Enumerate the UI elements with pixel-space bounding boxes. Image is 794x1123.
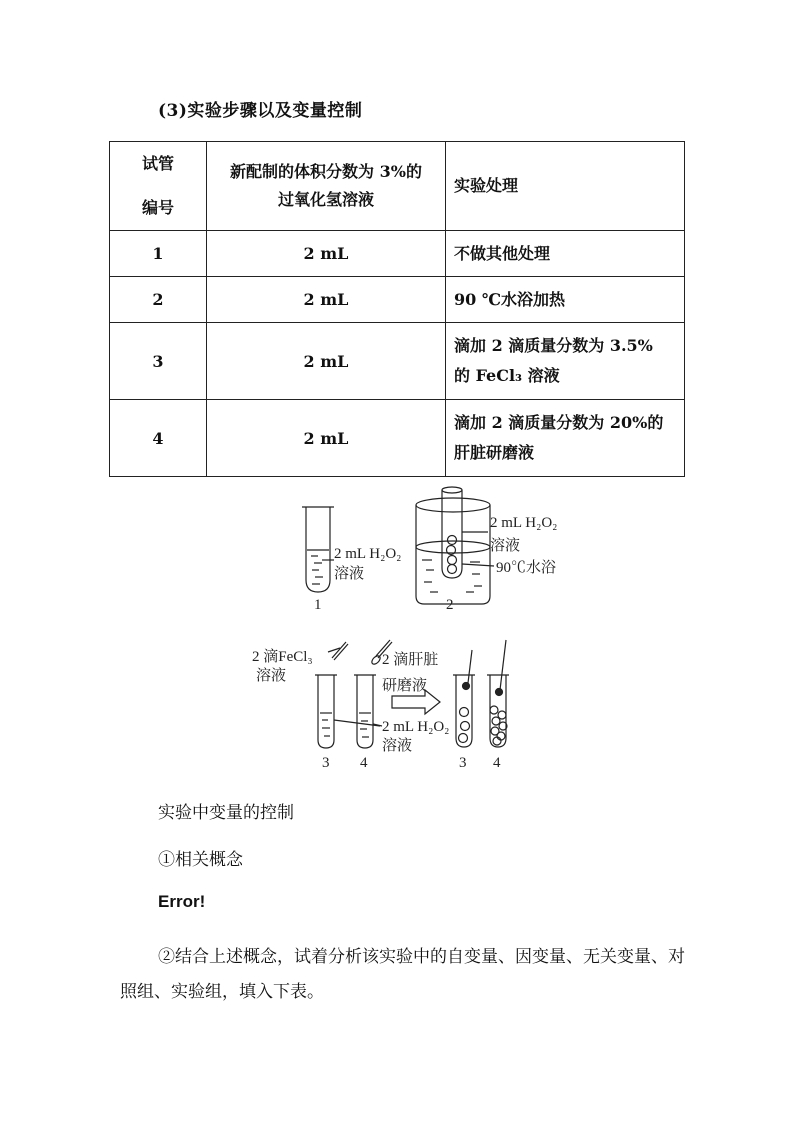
tube2-number: 2 xyxy=(446,597,454,613)
paragraph-concepts: ①相关概念 xyxy=(158,850,243,870)
table-row: 2 2 mL 90 ℃水浴加热 xyxy=(110,277,685,323)
header-tube-number: 试管 编号 xyxy=(110,142,207,231)
table-row: 1 2 mL 不做其他处理 xyxy=(110,231,685,277)
liver-label-2: 研磨液 xyxy=(382,678,428,694)
table-header-row xyxy=(110,142,685,231)
h2o2-label-2: 溶液 xyxy=(382,738,413,754)
test-tube-4-after xyxy=(487,640,509,747)
tube1-number: 1 xyxy=(314,597,322,613)
liver-label: 2 滴肝脏 xyxy=(382,652,439,668)
header-h2o2: 新配制的体积分数为 3%的 过氧化氢溶液 xyxy=(207,142,446,231)
table-row: 4 2 mL 滴加 2 滴质量分数为 20%的 肝脏研磨液 xyxy=(110,400,685,477)
tube4-number: 4 xyxy=(360,755,368,771)
dropper-fecl3 xyxy=(328,642,348,660)
tube4-after-number: 4 xyxy=(493,755,501,771)
header-treatment: 实验处理 xyxy=(446,142,685,231)
h2o2-label: 2 mL H₂O₂ xyxy=(382,719,450,735)
test-tube-2 xyxy=(442,487,494,578)
water-bath-beaker xyxy=(416,498,490,604)
paragraph-error: Error! xyxy=(158,892,206,911)
paragraph-variable-control: 实验中变量的控制 xyxy=(158,803,294,823)
fecl3-label-2: 溶液 xyxy=(256,668,287,684)
paragraph-analysis: ②结合上述概念，试着分析该实验中的自变量、因变量、无关变量、对照组、实验组，填入下表。 xyxy=(120,947,685,1002)
test-tube-3 xyxy=(315,675,380,748)
tube1-label: 2 mL H₂O₂ xyxy=(334,546,402,562)
tube3-number: 3 xyxy=(322,755,330,771)
fecl3-label: 2 滴FeCl₃ xyxy=(252,649,313,665)
experiment-figure xyxy=(0,480,794,780)
tube2-label: 2 mL H₂O₂ xyxy=(490,515,558,531)
test-tube-4 xyxy=(354,675,382,748)
tube1-label-2: 溶液 xyxy=(334,566,365,582)
water-bath-label: 90℃水浴 xyxy=(496,560,557,576)
tube3-after-number: 3 xyxy=(459,755,467,771)
tube2-label-2: 溶液 xyxy=(490,538,521,554)
test-tube-1 xyxy=(302,507,334,592)
section-heading: (3)实验步骤以及变量控制 xyxy=(158,101,363,121)
experiment-steps-table xyxy=(109,141,685,477)
test-tube-3-after xyxy=(453,650,475,747)
table-row: 3 2 mL 滴加 2 滴质量分数为 3.5% 的 FeCl₃ 溶液 xyxy=(110,323,685,400)
